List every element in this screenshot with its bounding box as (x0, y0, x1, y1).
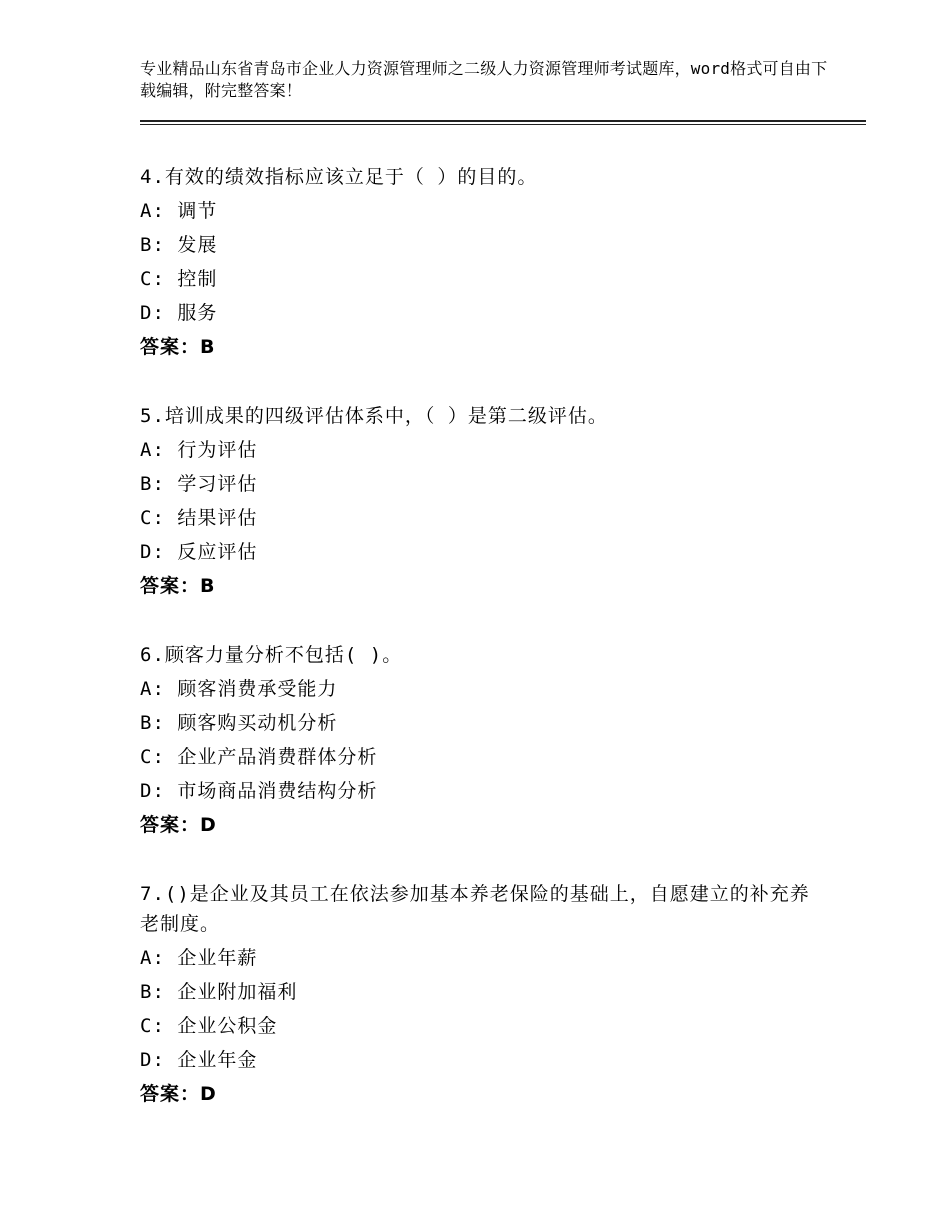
question-stem: 4.有效的绩效指标应该立足于（ ）的目的。 (140, 166, 538, 188)
option-d: D: 市场商品消费结构分析 (140, 780, 378, 802)
answer: 答案：D (140, 814, 217, 836)
option-a: A: 调节 (140, 200, 218, 222)
answer: 答案：D (140, 1083, 217, 1105)
option-b: B: 发展 (140, 234, 218, 256)
option-a: A: 顾客消费承受能力 (140, 678, 338, 700)
option-d: D: 企业年金 (140, 1049, 258, 1071)
question-5 (140, 401, 820, 601)
option-c: C: 企业产品消费群体分析 (140, 746, 378, 768)
option-c: C: 控制 (140, 268, 218, 290)
option-d: D: 反应评估 (140, 541, 258, 563)
question-stem: 6.顾客力量分析不包括( )。 (140, 644, 403, 666)
option-b: B: 学习评估 (140, 473, 258, 495)
question-6 (140, 640, 820, 840)
option-d: D: 服务 (140, 302, 218, 324)
document-header: 专业精品山东省青岛市企业人力资源管理师之二级人力资源管理师考试题库，word格式可自由下载编辑，附完整答案！ (140, 59, 828, 100)
question-stem: 5.培训成果的四级评估体系中，（ ）是第二级评估。 (140, 405, 608, 427)
question-stem: 7.()是企业及其员工在依法参加基本养老保险的基础上，自愿建立的补充养老制度。 (140, 883, 810, 935)
answer: 答案：B (140, 575, 216, 597)
option-c: C: 企业公积金 (140, 1015, 278, 1037)
option-a: A: 企业年薪 (140, 947, 258, 969)
header-divider-thin (140, 124, 866, 125)
header-divider (140, 120, 866, 122)
question-4 (140, 162, 820, 362)
option-b: B: 顾客购买动机分析 (140, 712, 338, 734)
option-a: A: 行为评估 (140, 439, 258, 461)
question-7 (140, 879, 820, 1109)
answer: 答案：B (140, 336, 216, 358)
option-b: B: 企业附加福利 (140, 981, 298, 1003)
option-c: C: 结果评估 (140, 507, 258, 529)
